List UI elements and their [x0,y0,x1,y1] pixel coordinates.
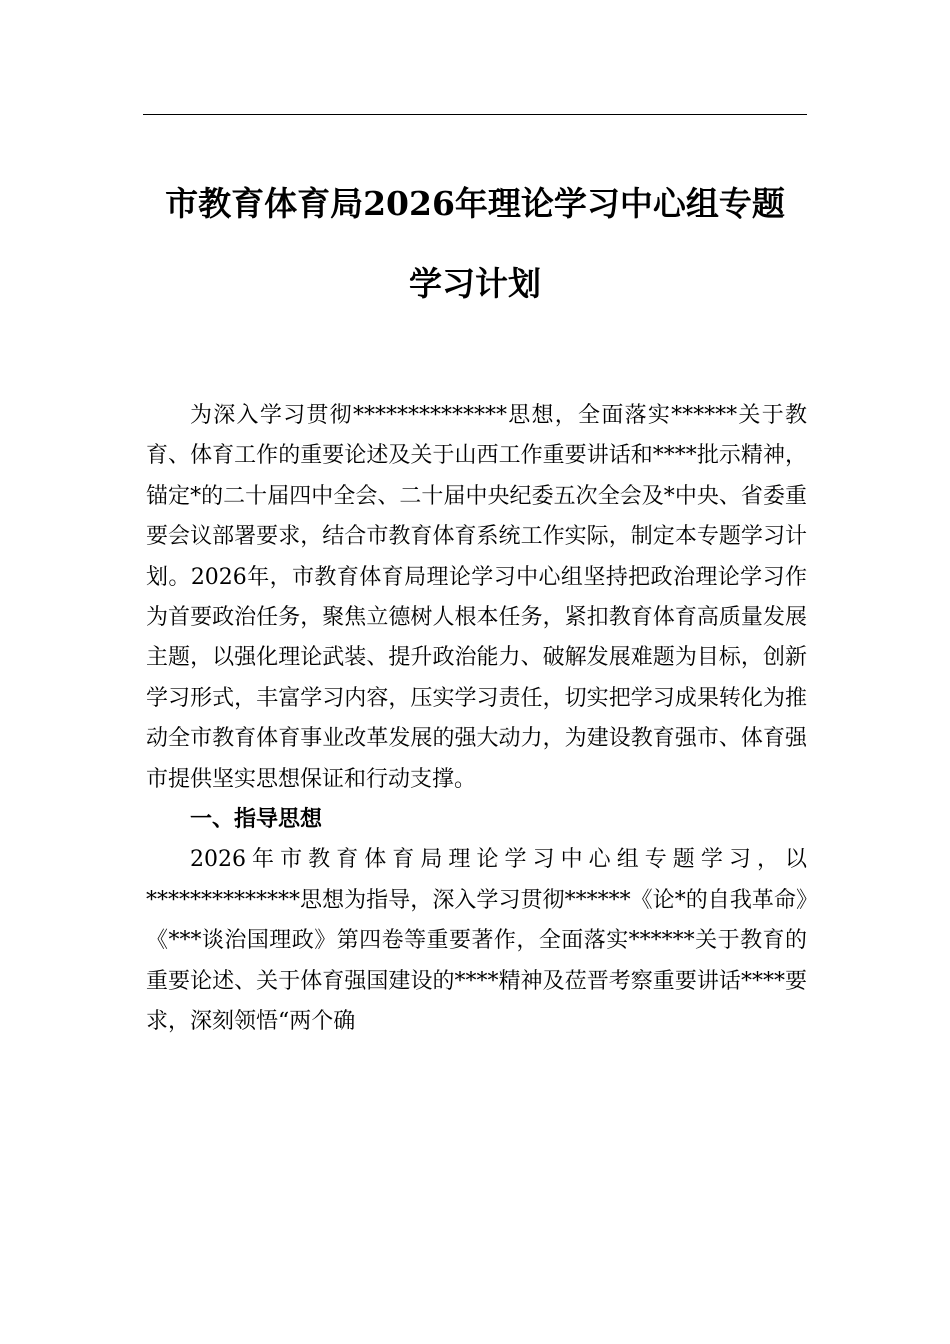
section-heading-guiding-ideology: 一、指导思想 [190,807,323,833]
intro-paragraph: 为深入学习贯彻**************思想，全面落实******关于教育、体育工作的重要论述及关于山西工作重要讲话和****批示精神，锚定*的二十届四中全会、二十届中央纪委五次全会及*中央、省委重要会议部署要求，结合市教育体育系统工作实际，制定本专题学习计划。2026年，市教育体育局理论学习中心组坚持把政治理论学习作为首要政治任务，聚焦立德树人根本任务，紧扣教育体育高质量发展主题，以强化理论武装、提升政治能力、破解发展难题为目标，创新学习形式，丰富学习内容，压实学习责任，切实把学习成果转化为推动全市教育体育事业改革发展的强大动力，为建设教育强市、体育强市提供坚实思想保证和行动支撑。 [146,403,807,792]
document-title [143,164,807,324]
title-line-1: 市教育体育局2026年理论学习中心组专题 [165,184,785,223]
document-body [146,396,807,1043]
header-rule [143,114,807,115]
title-line-2: 学习计划 [409,264,541,303]
section-paragraph-guiding-ideology: 2026年市教育体育局理论学习中心组专题学习，以**************思想为指导，深入学习贯彻******《论*的自我革命》《***谈治国理政》第四卷等重要著作，全面落实******关于教育的重要论述、关于体育强国建设的****精神及莅晋考察重要讲话****要求，深刻领悟“两个确 [146,847,807,1035]
